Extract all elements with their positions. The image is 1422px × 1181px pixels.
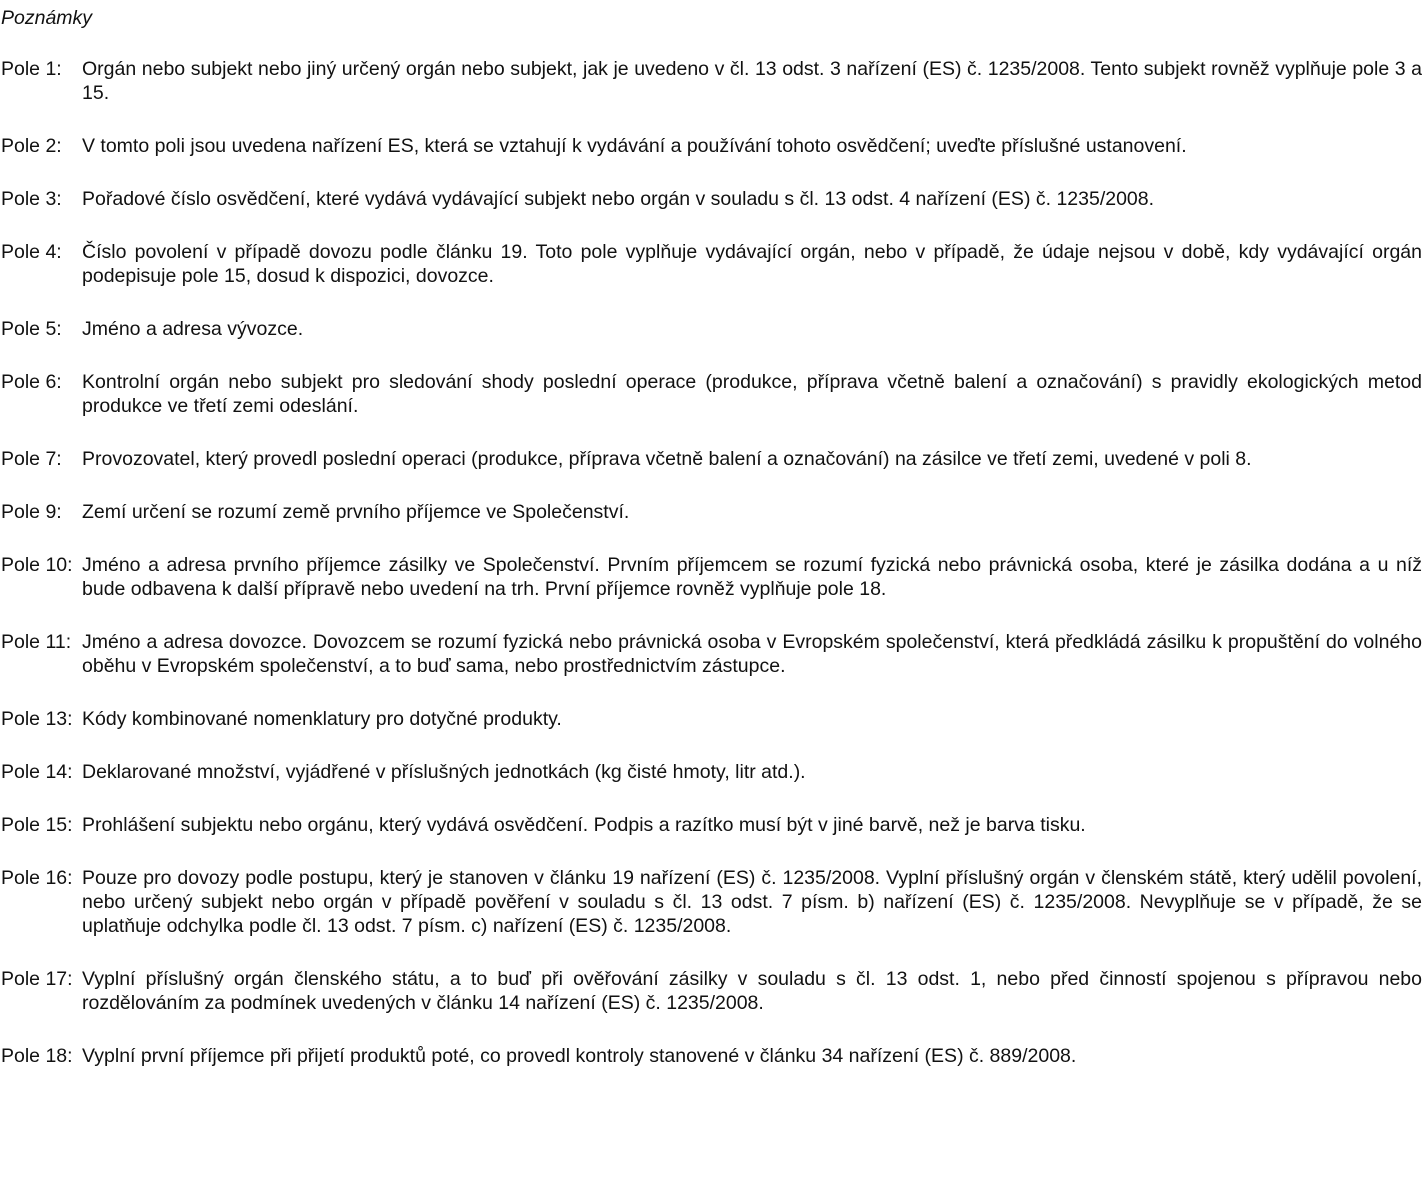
note-text: Prohlášení subjektu nebo orgánu, který vydává osvědčení. Podpis a razítko musí být v jiné barvě, než je barva tisku. [82, 814, 1086, 836]
note-label: Pole 7: [1, 448, 62, 470]
note-label: Pole 16: [1, 867, 73, 889]
note-text: Pořadové číslo osvědčení, které vydává vydávající subjekt nebo orgán v souladu s čl. 13 odst. 4 nařízení (ES) č. 1235/2008. [82, 188, 1155, 210]
note-item [0, 813, 1422, 837]
notes-list [0, 57, 1422, 1097]
note-item [0, 866, 1422, 938]
note-item [0, 134, 1422, 158]
note-label: Pole 3: [1, 188, 62, 210]
note-text: Pouze pro dovozy podle postupu, který je stanoven v článku 19 nařízení (ES) č. 1235/2008. Vyplní příslušný orgán v členském státě, který udělil povolení, nebo určený subjekt nebo orgán v případě pověření v souladu s čl. 13 odst. 7 písm. b) nařízení (ES) č. 1235/2008. Nevyplňuje se v případě, že se uplatňuje odchylka podle čl. 13 odst. 7 písm. c) nařízení (ES) č. 1235/2008. [82, 867, 1422, 937]
note-text: Jméno a adresa prvního příjemce zásilky ve Společenství. Prvním příjemcem se rozumí fyzická nebo právnická osoba, které je zásilka dodána a u níž bude odbavena k další přípravě nebo uvedení na trh. První příjemce rovněž vyplňuje pole 18. [82, 554, 1422, 600]
note-item [0, 553, 1422, 601]
note-item [0, 707, 1422, 731]
note-item [0, 967, 1422, 1015]
note-text: Číslo povolení v případě dovozu podle článku 19. Toto pole vyplňuje vydávající orgán, nebo v případě, že údaje nejsou v době, kdy vydávající orgán podepisuje pole 15, dosud k dispozici, dovozce. [82, 241, 1422, 287]
note-text: Zemí určení se rozumí země prvního příjemce ve Společenství. [82, 501, 630, 523]
note-text: Provozovatel, který provedl poslední operaci (produkce, příprava včetně balení a označování) na zásilce ve třetí zemi, uvedené v poli 8. [82, 448, 1252, 470]
note-label: Pole 10: [1, 554, 73, 576]
note-label: Pole 18: [1, 1045, 73, 1067]
note-label: Pole 2: [1, 135, 62, 157]
note-text: Jméno a adresa vývozce. [82, 318, 304, 340]
note-text: Kontrolní orgán nebo subjekt pro sledování shody poslední operace (produkce, příprava včetně balení a označování) s pravidly ekologických metod produkce ve třetí zemi odeslání. [82, 371, 1422, 417]
note-text: Deklarované množství, vyjádřené v příslušných jednotkách (kg čisté hmoty, litr atd.). [82, 761, 806, 783]
note-label: Pole 11: [1, 631, 72, 653]
note-item [0, 317, 1422, 341]
note-item [0, 1044, 1422, 1068]
note-item [0, 630, 1422, 678]
note-label: Pole 4: [1, 241, 62, 263]
note-text: Vyplní příslušný orgán členského státu, a to buď při ověřování zásilky v souladu s čl. 13 odst. 1, nebo před činností spojenou s přípravou nebo rozdělováním za podmínek uvedených v článku 14 nařízení (ES) č. 1235/2008. [82, 968, 1422, 1014]
note-item [0, 187, 1422, 211]
note-label: Pole 14: [1, 761, 73, 783]
note-label: Pole 13: [1, 708, 73, 730]
page-heading: Poznámky [1, 7, 93, 29]
note-text: V tomto poli jsou uvedena nařízení ES, která se vztahují k vydávání a používání tohoto osvědčení; uveďte příslušné ustanovení. [82, 135, 1187, 157]
note-text: Kódy kombinované nomenklatury pro dotyčné produkty. [82, 708, 562, 730]
note-label: Pole 9: [1, 501, 62, 523]
note-item [0, 447, 1422, 471]
note-label: Pole 15: [1, 814, 73, 836]
note-label: Pole 17: [1, 968, 73, 990]
note-label: Pole 6: [1, 371, 62, 393]
note-text: Orgán nebo subjekt nebo jiný určený orgán nebo subjekt, jak je uvedeno v čl. 13 odst. 3 nařízení (ES) č. 1235/2008. Tento subjekt rovněž vyplňuje pole 3 a 15. [82, 58, 1422, 104]
note-text: Jméno a adresa dovozce. Dovozcem se rozumí fyzická nebo právnická osoba v Evropském společenství, která předkládá zásilku k propuštění do volného oběhu v Evropském společenství, a to buď sama, nebo prostřednictvím zástupce. [82, 631, 1422, 677]
note-text: Vyplní první příjemce při přijetí produktů poté, co provedl kontroly stanovené v článku 34 nařízení (ES) č. 889/2008. [82, 1045, 1077, 1067]
note-item [0, 57, 1422, 105]
note-item [0, 500, 1422, 524]
note-label: Pole 5: [1, 318, 62, 340]
note-item [0, 760, 1422, 784]
note-label: Pole 1: [1, 58, 62, 80]
note-item [0, 370, 1422, 418]
note-item [0, 240, 1422, 288]
